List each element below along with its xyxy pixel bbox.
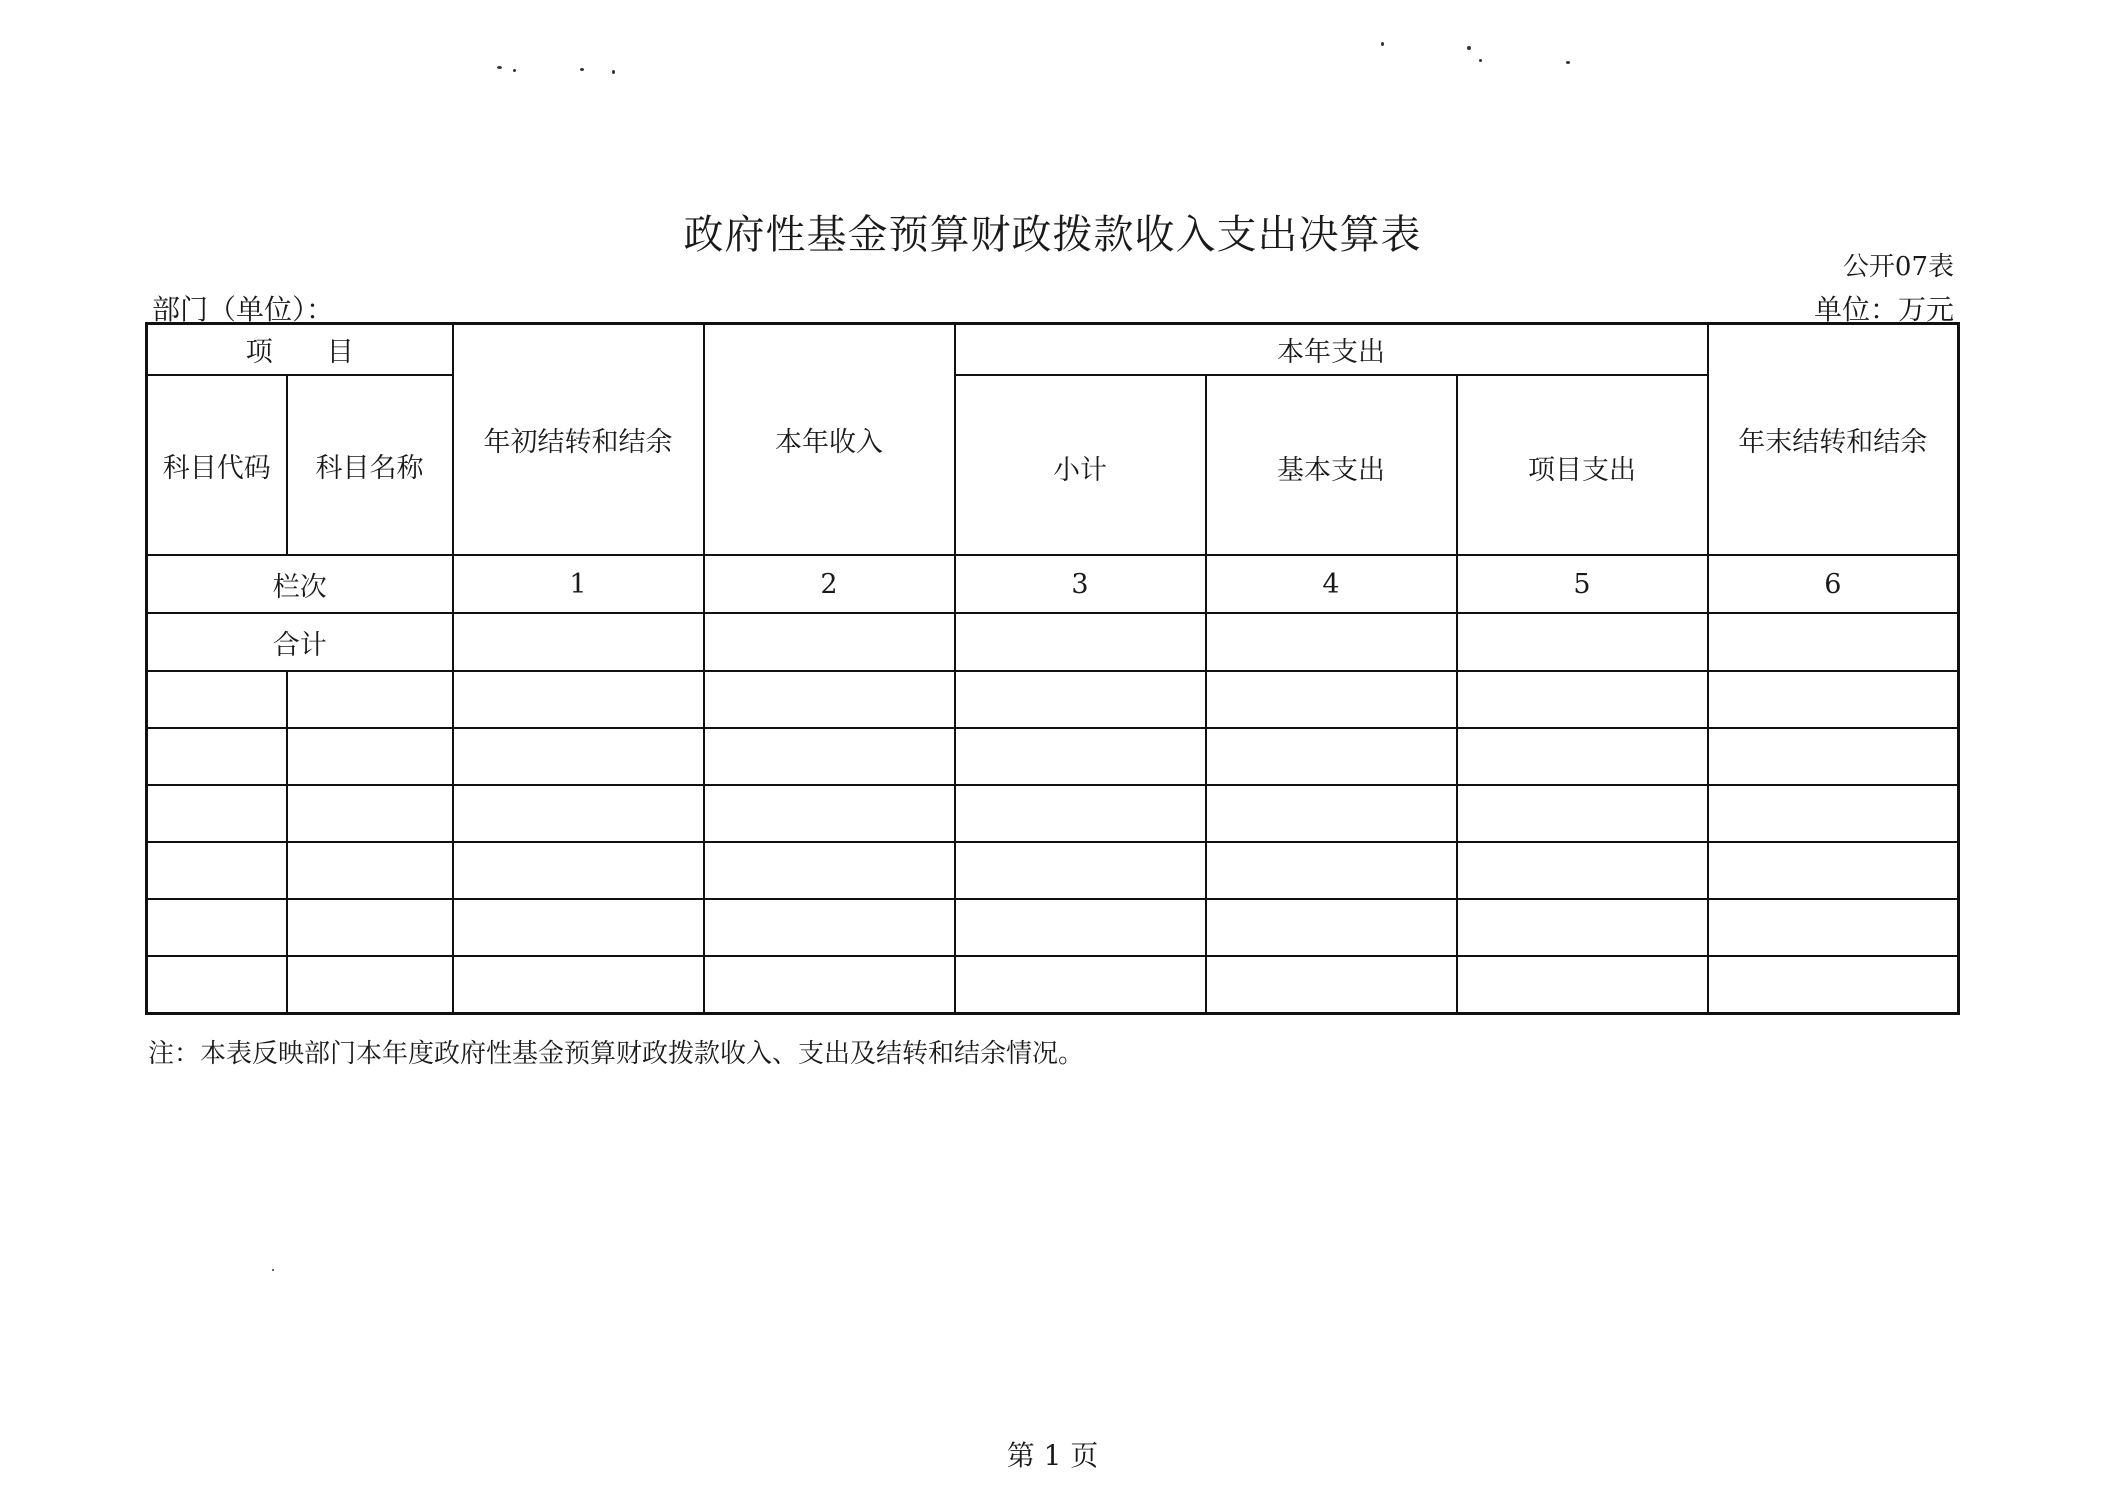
header-current-expense: 本年支出 [955,324,1708,376]
value-cell [1206,842,1457,899]
subject-code-cell [147,956,287,1014]
value-cell [453,842,704,899]
table-row [147,842,1959,899]
value-cell [704,956,955,1014]
scan-speck [612,70,615,74]
scan-speck [580,68,584,71]
value-cell [955,842,1206,899]
value-cell [704,842,955,899]
subject-name-cell [287,671,453,728]
value-cell [1457,956,1708,1014]
total-cell [453,613,704,671]
value-cell [453,956,704,1014]
subject-code-cell [147,728,287,785]
column-number: 3 [955,555,1206,613]
column-number: 6 [1708,555,1959,613]
subject-code-cell [147,842,287,899]
subject-name-cell [287,785,453,842]
budget-table [145,322,1960,1015]
value-cell [1708,785,1959,842]
value-cell [704,671,955,728]
scan-speck [513,69,516,72]
table-row [147,785,1959,842]
unit-label: 单位：万元 [1813,293,1954,326]
header-opening-balance: 年初结转和结余 [453,324,704,556]
column-number: 4 [1206,555,1457,613]
value-cell [955,728,1206,785]
value-cell [955,785,1206,842]
table-row [147,899,1959,956]
table-note: 注：本表反映部门本年度政府性基金预算财政拨款收入、支出及结转和结余情况。 [148,1039,1085,1069]
page-number: 第 1 页 [1006,1439,1099,1472]
header-project-expense: 项目支出 [1457,375,1708,555]
subject-code-cell [147,899,287,956]
header-subtotal: 小计 [955,375,1206,555]
total-cell [955,613,1206,671]
header-closing-balance: 年末结转和结余 [1708,324,1959,556]
value-cell [1708,899,1959,956]
column-number: 5 [1457,555,1708,613]
form-number: 公开07表 [1842,252,1954,282]
table-row [147,671,1959,728]
column-number-label: 栏次 [147,555,453,613]
subject-name-cell [287,728,453,785]
value-cell [955,956,1206,1014]
scan-speck [1467,46,1471,50]
header-item: 项 目 [147,324,453,376]
value-cell [955,899,1206,956]
value-cell [1708,956,1959,1014]
value-cell [704,785,955,842]
subject-code-cell [147,671,287,728]
value-cell [1206,785,1457,842]
value-cell [1206,956,1457,1014]
value-cell [1457,671,1708,728]
total-label: 合计 [147,613,453,671]
header-current-income: 本年收入 [704,324,955,556]
total-cell [704,613,955,671]
value-cell [1457,728,1708,785]
value-cell [453,899,704,956]
value-cell [704,728,955,785]
value-cell [1206,671,1457,728]
value-cell [704,899,955,956]
value-cell [1708,842,1959,899]
column-number: 2 [704,555,955,613]
column-number-row [147,555,1959,613]
value-cell [1457,842,1708,899]
value-cell [453,785,704,842]
header-basic-expense: 基本支出 [1206,375,1457,555]
column-number: 1 [453,555,704,613]
value-cell [1708,671,1959,728]
subject-name-cell [287,956,453,1014]
value-cell [1206,728,1457,785]
subject-code-cell [147,785,287,842]
department-label: 部门（单位）： [152,293,335,326]
scan-speck [272,1269,274,1271]
header-subject-code: 科目代码 [147,375,287,555]
value-cell [1206,899,1457,956]
value-cell [955,671,1206,728]
value-cell [453,728,704,785]
total-cell [1206,613,1457,671]
value-cell [453,671,704,728]
total-cell [1708,613,1959,671]
subject-name-cell [287,899,453,956]
table-row [147,728,1959,785]
page-title: 政府性基金预算财政拨款收入支出决算表 [683,211,1422,258]
scan-speck [1381,42,1384,46]
total-row [147,613,1959,671]
table-row [147,956,1959,1014]
scan-speck [497,66,502,69]
value-cell [1708,728,1959,785]
value-cell [1457,899,1708,956]
scan-speck [1566,61,1570,64]
subject-name-cell [287,842,453,899]
value-cell [1457,785,1708,842]
header-subject-name: 科目名称 [287,375,453,555]
total-cell [1457,613,1708,671]
scan-speck [1479,59,1482,62]
